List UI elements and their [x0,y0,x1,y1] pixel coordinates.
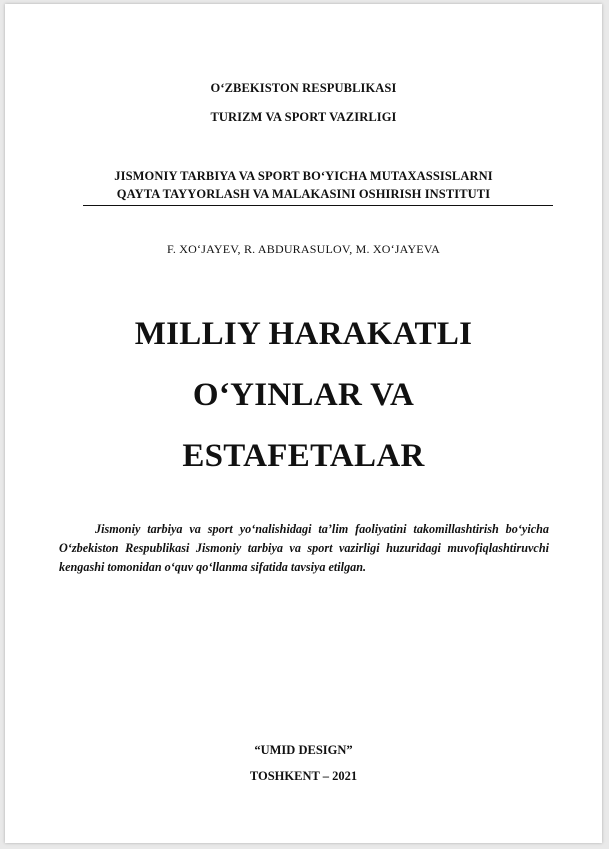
authors: F. XO‘JAYEV, R. ABDURASULOV, M. XO‘JAYEVA [166,242,441,256]
institute-name-line1: JISMONIY TARBIYA VA SPORT BO‘YICHA MUTAXASSISLARNI [114,169,493,183]
title-line3: ESTAFETALAR [182,438,425,474]
ministry-country: O‘ZBEKISTON RESPUBLIKASI [210,81,397,95]
ministry-name: TURIZM VA SPORT VAZIRLIGI [210,110,397,124]
institute-underline [83,205,553,206]
institute-name-line2: QAYTA TAYYORLASH VA MALAKASINI OSHIRISH INSTITUTI [116,187,491,201]
title-line2: O‘YINLAR VA [192,377,415,413]
document-page [5,4,602,843]
city-year: TOSHKENT – 2021 [249,769,358,783]
approval-description: Jismoniy tarbiya va sport yo‘nalishidagi ta’lim faoliyatini takomillashtirish bo‘yicha O‘zbekiston Respublikasi Jismoniy tarbiya va sport vazirligi huzuridagi muvofiqlashtiruvchi kengashi tomonidan o‘quv qo‘llanma sifatida tavsiya etilgan. [59,522,549,574]
title-line1: MILLIY HARAKATLI [134,316,473,352]
publisher: “UMID DESIGN” [254,743,353,757]
